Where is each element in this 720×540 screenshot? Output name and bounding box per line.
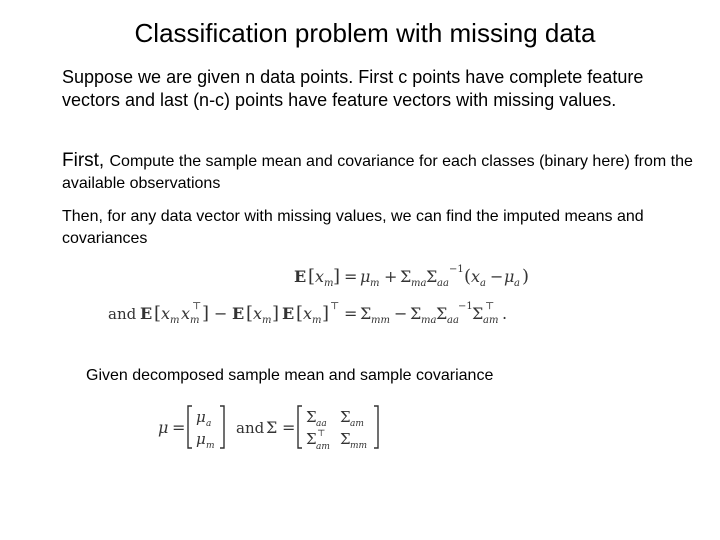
svg-text:−1: −1: [458, 301, 473, 312]
svg-text:=: =: [282, 418, 296, 437]
svg-text:aa: aa: [447, 315, 459, 326]
svg-text:⊤: ⊤: [330, 301, 340, 312]
svg-text:ma: ma: [411, 278, 427, 289]
svg-text:[: [: [246, 303, 254, 324]
svg-text:−: −: [394, 304, 408, 323]
given-decomposition-caption: Given decomposed sample mean and sample covariance: [86, 367, 494, 384]
svg-text:x: x: [315, 267, 325, 286]
svg-text:Σ: Σ: [306, 408, 317, 426]
svg-text:.: .: [502, 304, 508, 323]
svg-text:Σ: Σ: [340, 408, 351, 426]
svg-text:m: m: [324, 278, 334, 289]
svg-text:m: m: [262, 315, 272, 326]
svg-text:a: a: [480, 278, 486, 289]
svg-text:m: m: [170, 315, 180, 326]
svg-text:a: a: [514, 278, 520, 289]
svg-text:mm: mm: [350, 441, 368, 451]
svg-text:]: ]: [272, 303, 280, 324]
svg-text:am: am: [483, 315, 499, 326]
svg-text:=: =: [344, 304, 358, 323]
svg-text:−: −: [214, 304, 228, 323]
step-one-paragraph: [62, 150, 702, 195]
svg-text:E: E: [282, 304, 295, 323]
svg-text:E: E: [140, 304, 153, 323]
svg-text:m: m: [370, 278, 380, 289]
svg-text:Σ: Σ: [306, 430, 317, 448]
imputed-mean-equation: [290, 258, 560, 298]
step-one-lead: First,: [62, 150, 110, 171]
svg-text:x: x: [303, 304, 313, 323]
svg-text:⊤: ⊤: [317, 429, 326, 439]
step-one-text: Compute the sample mean and covariance for each classes (binary here) from the available observations: [62, 153, 693, 192]
svg-text:mm: mm: [371, 315, 390, 326]
svg-text:Σ: Σ: [436, 304, 448, 323]
slide-title: Classification problem with missing data: [134, 18, 596, 48]
svg-text:x: x: [253, 304, 263, 323]
svg-text:+: +: [384, 267, 398, 286]
svg-text:−: −: [490, 267, 504, 286]
svg-text:Σ: Σ: [266, 418, 278, 437]
svg-text:x: x: [161, 304, 171, 323]
svg-text:x: x: [471, 267, 481, 286]
svg-text:[: [: [154, 303, 162, 324]
svg-text:μ: μ: [196, 430, 206, 448]
step-two-paragraph: Then, for any data vector with missing values, we can find the imputed means and covariances: [62, 208, 644, 247]
svg-text:μ: μ: [158, 418, 169, 437]
svg-text:−1: −1: [449, 264, 464, 275]
svg-text:E: E: [294, 267, 307, 286]
svg-text:μ: μ: [504, 267, 515, 286]
svg-text:E: E: [232, 304, 245, 323]
svg-text:and: and: [108, 305, 137, 323]
svg-text:m: m: [206, 441, 215, 451]
svg-text:⊤: ⊤: [485, 301, 495, 312]
svg-text:[: [: [308, 266, 316, 287]
svg-text:=: =: [344, 267, 358, 286]
svg-text:m: m: [312, 315, 322, 326]
decomposition-equation: [156, 402, 426, 458]
svg-text:]: ]: [322, 303, 330, 324]
svg-text:m: m: [190, 315, 200, 326]
svg-text:Σ: Σ: [410, 304, 422, 323]
svg-text:x: x: [181, 304, 191, 323]
svg-text:Σ: Σ: [400, 267, 412, 286]
svg-text:(: (: [464, 266, 472, 287]
svg-text:): ): [522, 266, 530, 287]
svg-text:a: a: [206, 419, 212, 429]
svg-text:and: and: [236, 419, 265, 437]
svg-text:Σ: Σ: [472, 304, 484, 323]
svg-text:ma: ma: [421, 315, 437, 326]
imputed-covariance-equation: [106, 295, 526, 335]
svg-text:Σ: Σ: [426, 267, 438, 286]
svg-text:=: =: [172, 418, 186, 437]
svg-text:Σ: Σ: [360, 304, 372, 323]
svg-text:am: am: [316, 442, 330, 452]
svg-text:aa: aa: [316, 419, 327, 429]
svg-text:[: [: [296, 303, 304, 324]
svg-text:⊤: ⊤: [192, 301, 202, 312]
intro-paragraph: Suppose we are given n data points. First c points have complete feature vectors and last (n-c) points have feature vectors with missing values.: [62, 67, 644, 110]
svg-text:aa: aa: [437, 278, 449, 289]
svg-text:]: ]: [333, 266, 341, 287]
svg-text:Σ: Σ: [340, 430, 351, 448]
svg-text:μ: μ: [360, 267, 371, 286]
svg-text:μ: μ: [196, 408, 206, 426]
svg-text:am: am: [350, 419, 364, 429]
svg-text:]: ]: [202, 303, 210, 324]
